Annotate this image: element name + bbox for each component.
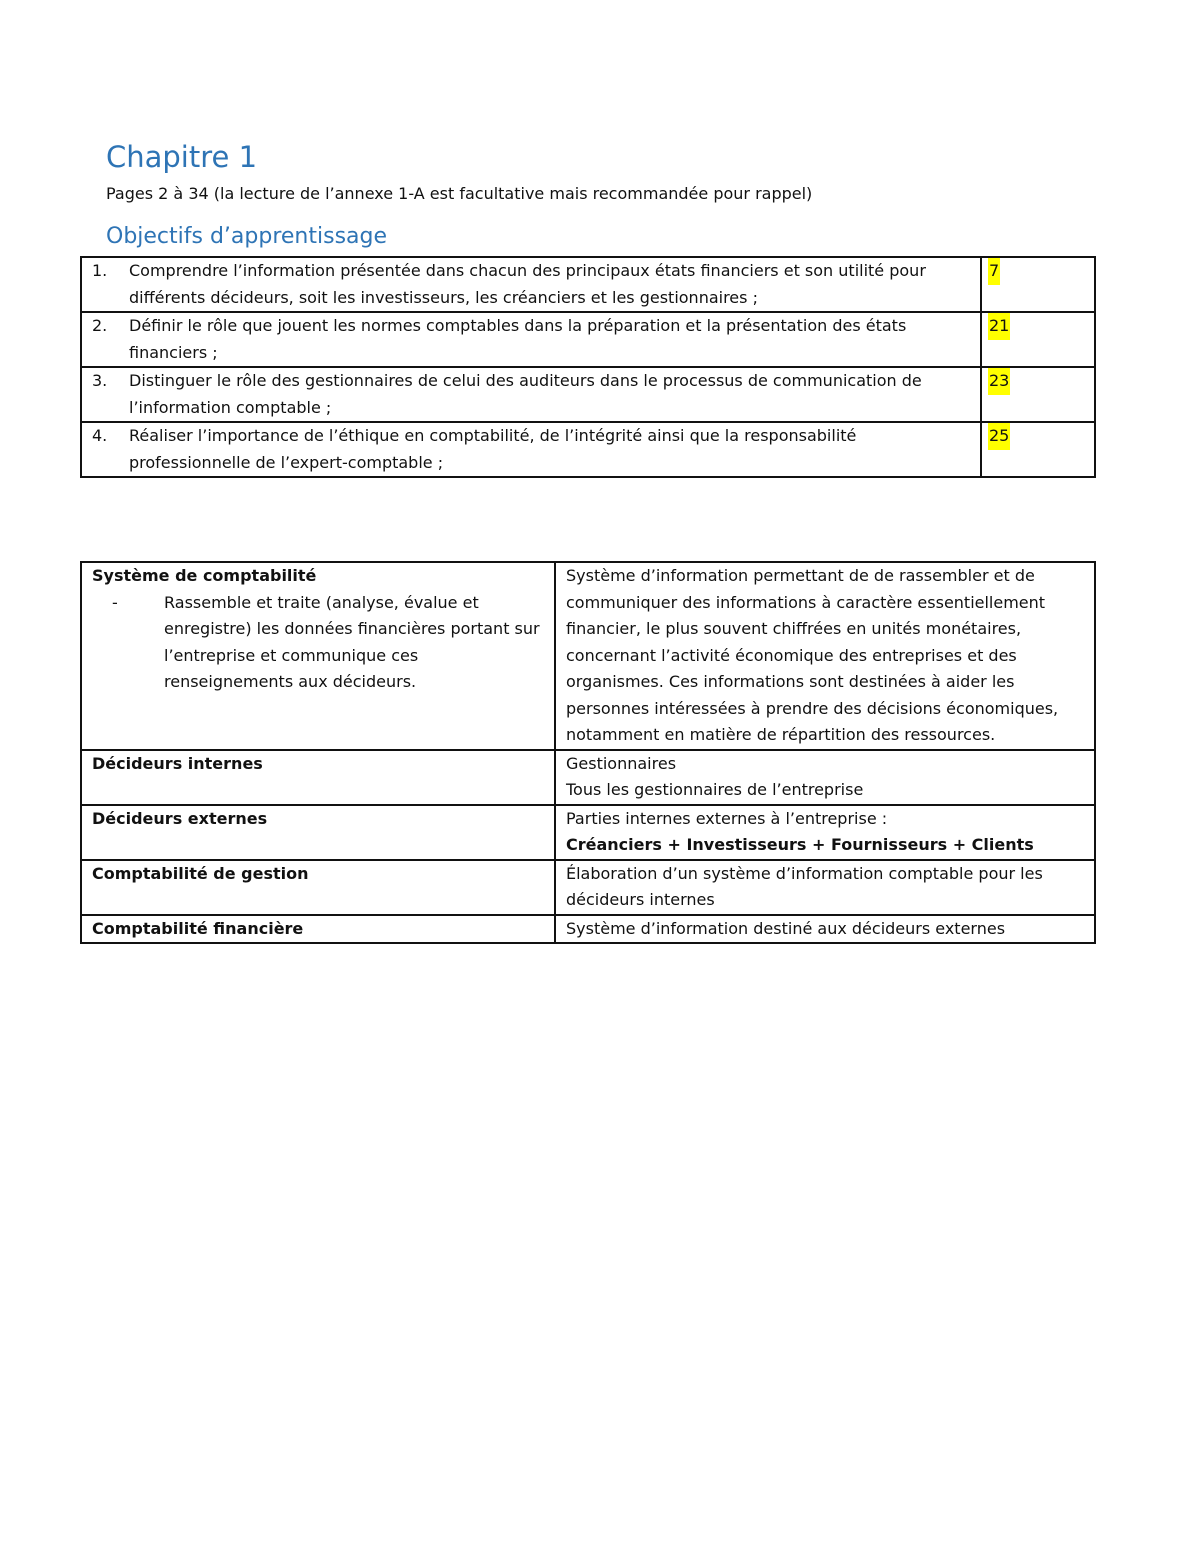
table-row	[81, 257, 1095, 312]
definition-text: Système d’information destiné aux décideurs externes	[566, 918, 1006, 938]
objective-text: Distinguer le rôle des gestionnaires de celui des auditeurs dans le processus de communication de l’information comptable ;	[129, 371, 922, 417]
definitions-table	[80, 561, 1096, 944]
objective-cell	[81, 367, 981, 422]
objective-cell	[81, 257, 981, 312]
page-cell	[981, 422, 1095, 477]
page-cell	[981, 257, 1095, 312]
objective-cell	[81, 312, 981, 367]
table-row	[81, 860, 1095, 915]
definition-cell	[555, 750, 1095, 805]
pages-note: Pages 2 à 34 (la lecture de l’annexe 1-A est facultative mais recommandée pour rappel)	[106, 184, 813, 203]
page-reference: 25	[988, 423, 1010, 450]
term-cell	[81, 915, 555, 944]
bullet-mark: -	[112, 592, 118, 612]
definition-line-bold: Créanciers + Investisseurs + Fournisseurs + Clients	[566, 835, 1034, 854]
term-cell	[81, 805, 555, 860]
term-title: Décideurs internes	[92, 753, 263, 773]
objective-text: Comprendre l’information présentée dans chacun des principaux états financiers et son utilité pour différents décideurs, soit les investisseurs, les créanciers et les gestionnaires ;	[129, 261, 926, 307]
term-title: Comptabilité de gestion	[92, 863, 309, 883]
objective-number: 2.	[92, 316, 108, 335]
definition-cell	[555, 915, 1095, 944]
bullet-item	[92, 590, 544, 696]
term-cell	[81, 860, 555, 915]
definition-text: Système d’information permettant de de rassembler et de communiquer des informations à caractère essentiellement financier, le plus souvent chiffrées en unités monétaires, concernant l’activité économique des entreprises et des organismes. Ces informations sont destinées à aider les personnes intéressées à prendre des décisions économiques, notamment en matière de répartition des ressources.	[566, 566, 1059, 744]
term-title: Système de comptabilité	[92, 566, 317, 585]
definition-text: Élaboration d’un système d’information comptable pour les décideurs internes	[566, 863, 1043, 909]
page-reference: 21	[988, 313, 1010, 340]
page-reference: 23	[988, 368, 1010, 395]
page-reference: 7	[988, 258, 1000, 285]
objective-text: Réaliser l’importance de l’éthique en comptabilité, de l’intégrité ainsi que la responsabilité professionnelle de l’expert-comptable ;	[129, 426, 857, 472]
objective-number: 3.	[92, 371, 108, 390]
table-row	[81, 367, 1095, 422]
bullet-text: Rassemble et traite (analyse, évalue et enregistre) les données financières portant sur l’entreprise et communique ces renseignements aux décideurs.	[164, 592, 540, 691]
term-cell	[81, 562, 555, 750]
objective-number: 4.	[92, 426, 108, 445]
objectives-table	[80, 256, 1096, 478]
objective-text: Définir le rôle que jouent les normes comptables dans la préparation et la présentation des états financiers ;	[129, 316, 907, 362]
table-row	[81, 805, 1095, 860]
table-row	[81, 562, 1095, 750]
objective-cell	[81, 422, 981, 477]
term-cell	[81, 750, 555, 805]
page-title: Chapitre 1	[106, 140, 258, 174]
table-row	[81, 312, 1095, 367]
table-row	[81, 750, 1095, 805]
page-cell	[981, 312, 1095, 367]
objective-number: 1.	[92, 261, 108, 280]
definition-cell	[555, 562, 1095, 750]
term-title: Comptabilité financière	[92, 918, 304, 938]
table-row	[81, 422, 1095, 477]
definition-line: Parties internes externes à l’entreprise :	[566, 808, 888, 828]
definition-cell	[555, 805, 1095, 860]
definition-line: Tous les gestionnaires de l’entreprise	[566, 780, 864, 799]
term-title: Décideurs externes	[92, 808, 268, 828]
objectives-heading: Objectifs d’apprentissage	[106, 224, 388, 249]
definition-line: Gestionnaires	[566, 753, 677, 773]
table-row	[81, 915, 1095, 944]
page-cell	[981, 367, 1095, 422]
definition-cell	[555, 860, 1095, 915]
